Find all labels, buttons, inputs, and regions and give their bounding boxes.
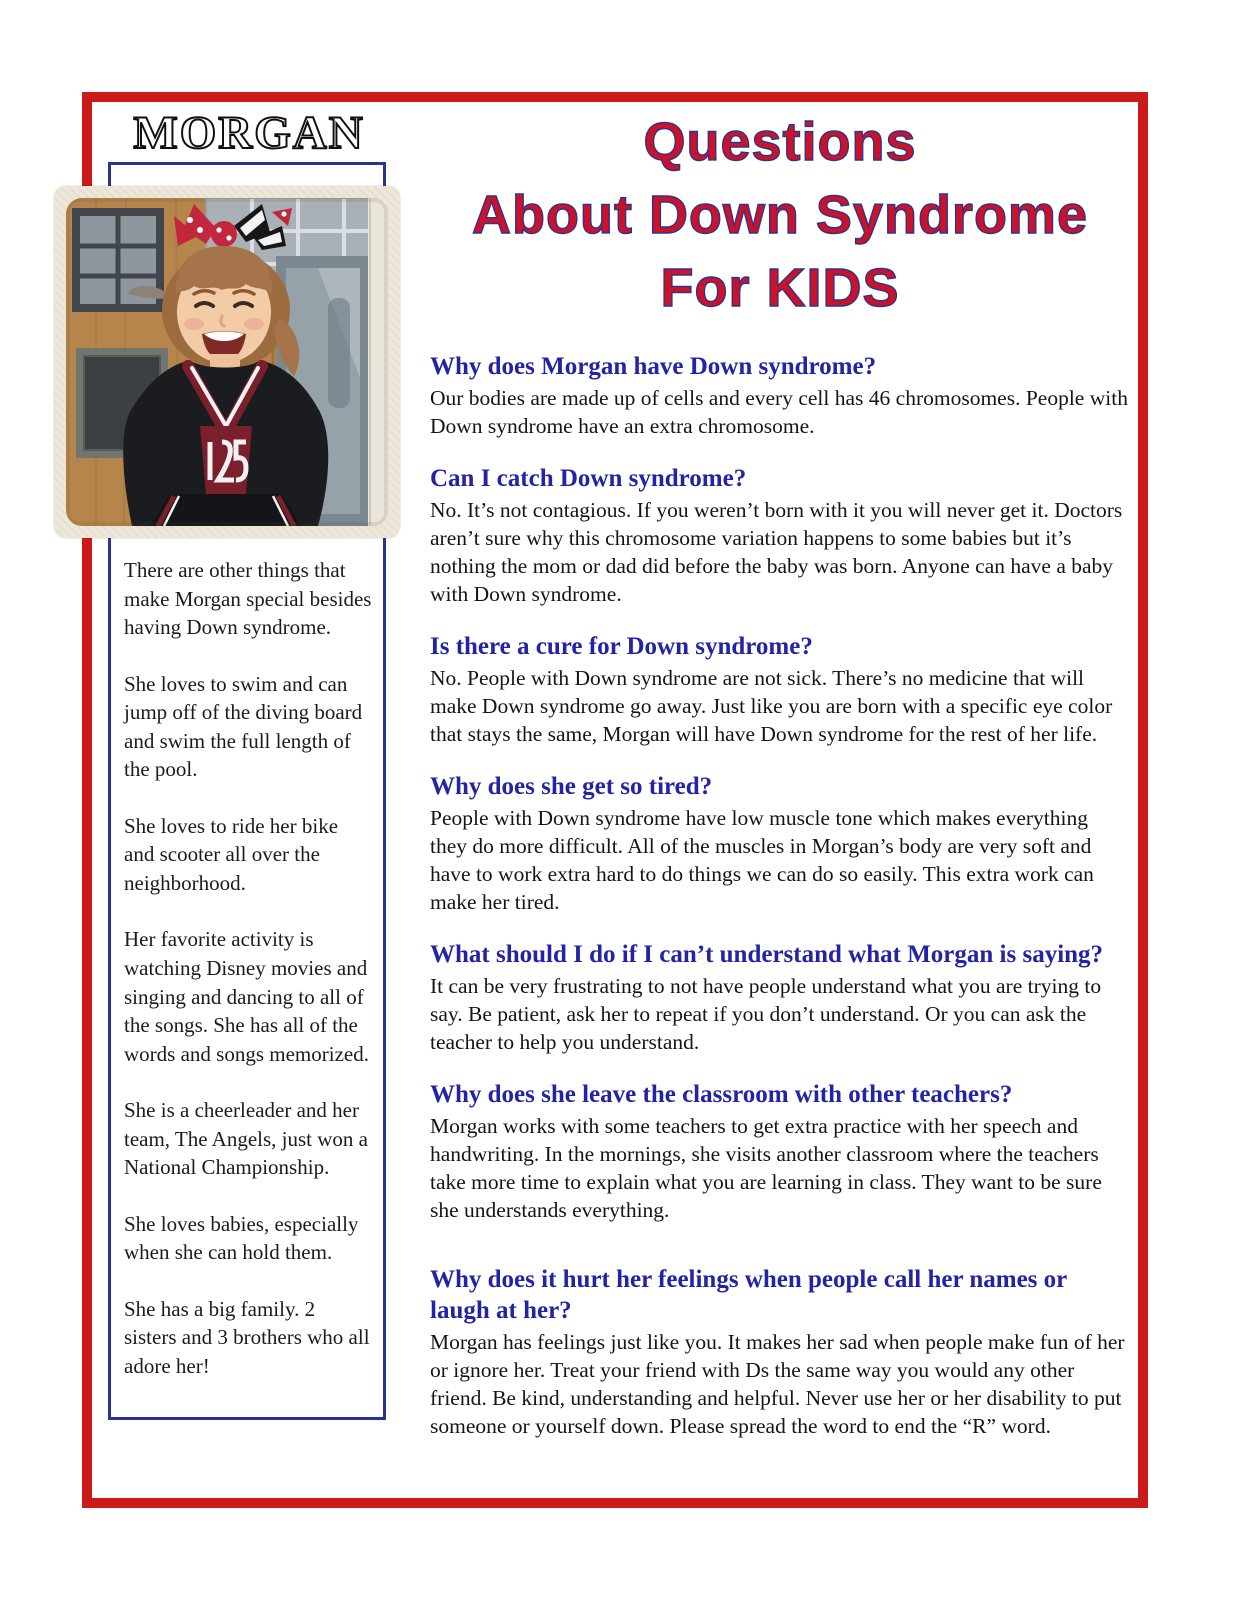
qa-question: Is there a cure for Down syndrome? — [430, 633, 813, 660]
qa-question: Why does she leave the classroom with other teachers? — [430, 1081, 1013, 1108]
morgan-photo — [66, 198, 388, 526]
page-title-line-2: About Down Syndrome — [472, 185, 1088, 245]
name-title-svg — [104, 100, 394, 162]
qa-question: Can I catch Down syndrome? — [430, 465, 747, 492]
qa-answer: No. People with Down syndrome are not sick. There’s no medicine that will make Down syndrome go away. Just like you are born with a specific eye color that stays the same, Morgan will have Down syndrome for the rest of her life. — [430, 666, 1113, 746]
page-title-line-3: For KIDS — [660, 258, 900, 318]
qa-question: Why does it hurt her feelings when people call her names or laugh at her? — [430, 1266, 1067, 1324]
qa-section — [430, 1079, 1130, 1224]
sidebar-paragraph: She loves to swim and can jump off of the diving board and swim the full length of the pool. — [124, 671, 363, 782]
qa-question: What should I do if I can’t understand what Morgan is saying? — [430, 941, 1104, 968]
qa-answer: It can be very frustrating to not have people understand what you are trying to say. Be patient, ask her to repeat if you don’t understand. Or you can ask the teacher to help you understand. — [430, 974, 1102, 1054]
qa-section — [430, 631, 1130, 748]
qa-question: Why does she get so tired? — [430, 773, 713, 800]
qa-section — [430, 351, 1130, 440]
sidebar-paragraph: She is a cheerleader and her team, The Angels, just won a National Championship. — [124, 1098, 368, 1180]
qa-answer: Morgan has feelings just like you. It makes her sad when people make fun of her or ignore her. Treat your friend with Ds the same way you would any other friend. Be kind, understanding and helpful. Never use her or her disability to put someone or yourself down. Please spread the word to end the “R” word. — [430, 1330, 1125, 1438]
name-title — [104, 100, 394, 162]
morgan-photo-illustration — [66, 198, 388, 526]
qa-section — [430, 771, 1130, 916]
page-title-line-1: Questions — [643, 112, 917, 172]
sidebar-paragraph: There are other things that make Morgan special besides having Down syndrome. — [124, 558, 372, 640]
qa-section — [430, 1264, 1130, 1440]
sidebar-paragraph: Her favorite activity is watching Disney movies and singing and dancing to all of the songs. She has all of the words and songs memorized. — [124, 927, 369, 1066]
qa-answer: People with Down syndrome have low muscle tone which makes everything they do more difficult. All of the muscles in Morgan’s body are very soft and have to work extra hard to do things we can do so easily. This extra work can make her tired. — [430, 806, 1094, 914]
name-title-text: MORGAN — [133, 107, 365, 159]
qa-section — [430, 939, 1130, 1056]
page-title — [430, 106, 1130, 325]
qa-list — [430, 351, 1130, 1440]
qa-answer: Our bodies are made up of cells and every cell has 46 chromosomes. People with Down syndrome have an extra chromosome. — [430, 386, 1128, 438]
qa-question: Why does Morgan have Down syndrome? — [430, 353, 877, 380]
main-column — [430, 106, 1130, 1463]
sidebar-paragraph: She loves babies, especially when she can hold them. — [124, 1211, 359, 1265]
qa-section — [430, 463, 1130, 608]
qa-answer: Morgan works with some teachers to get extra practice with her speech and handwriting. In the mornings, she visits another classroom where the teachers take more time to explain what you are learning in class. They want to be sure she understands everything. — [430, 1114, 1102, 1222]
sidebar-paragraph: She has a big family. 2 sisters and 3 brothers who all adore her! — [124, 1296, 370, 1379]
sidebar-text — [124, 556, 372, 1409]
sidebar-paragraph: She loves to ride her bike and scooter all over the neighborhood. — [124, 813, 339, 895]
qa-answer: No. It’s not contagious. If you weren’t born with it you will never get it. Doctors aren’t sure why this chromosome variation happens to some babies but it’s nothing the mom or dad did before the baby was born. Anyone can have a baby with Down syndrome. — [430, 498, 1123, 606]
morgan-photo-frame — [54, 186, 400, 538]
